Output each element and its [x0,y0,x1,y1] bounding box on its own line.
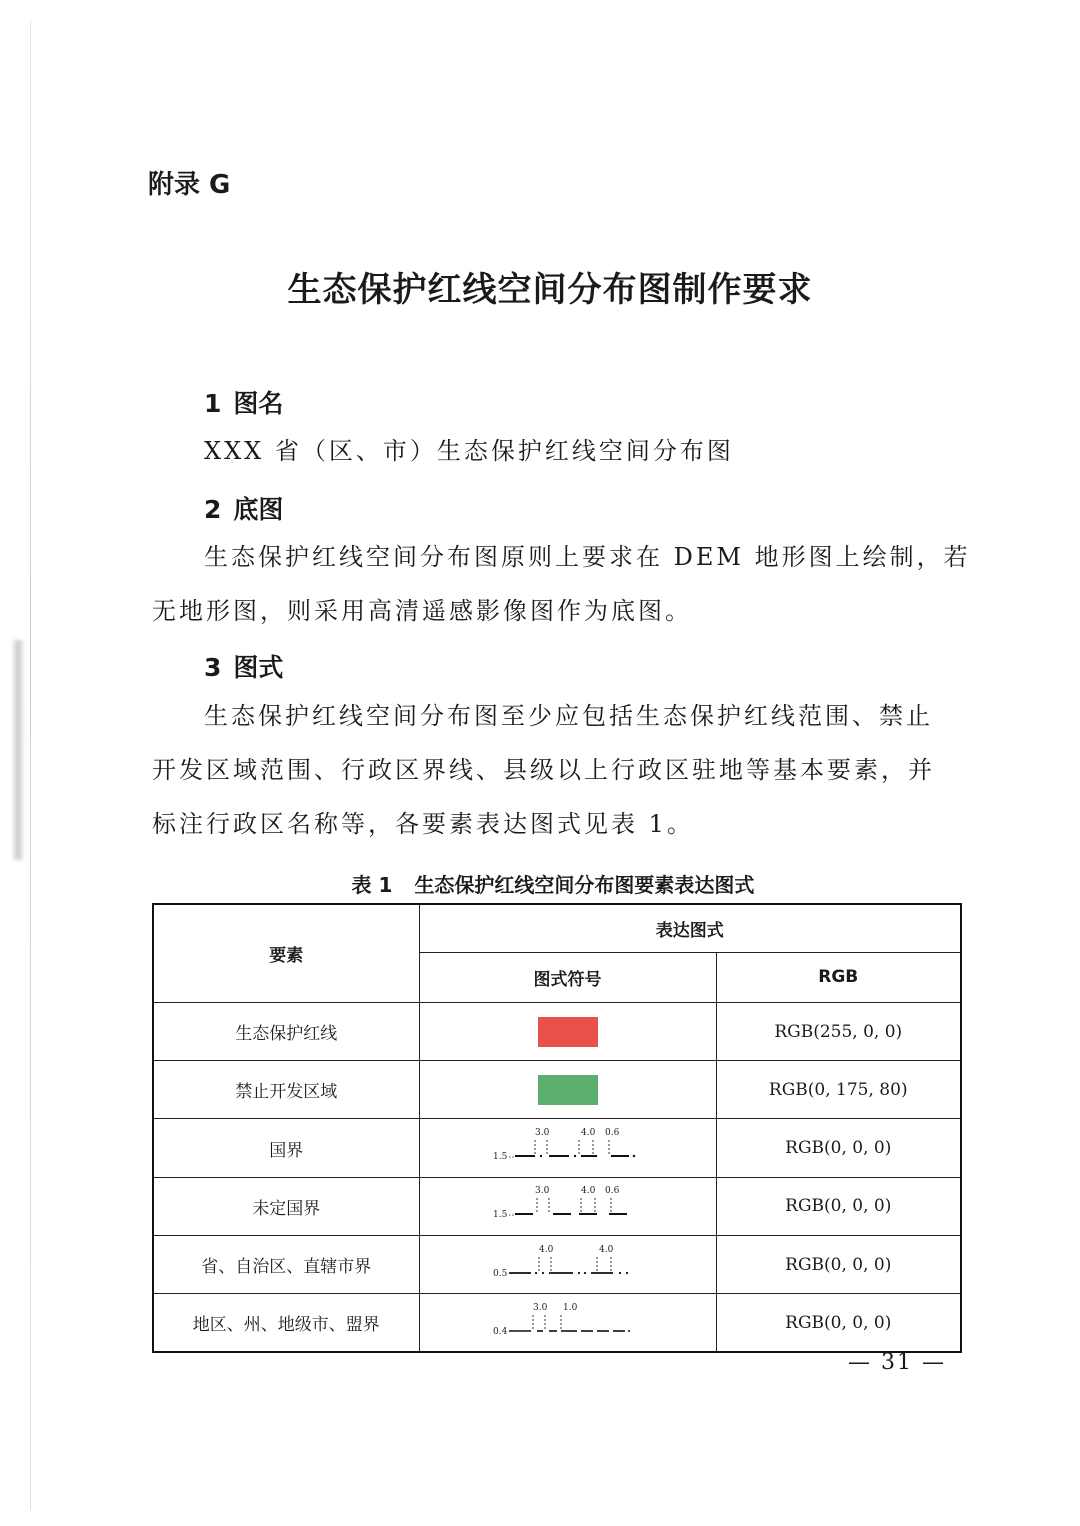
svg-text:4.0: 4.0 [538,1244,553,1255]
svg-text:3.0: 3.0 [534,1128,549,1139]
table-caption [0,869,1080,898]
element-name: 未定国界 [153,1177,419,1235]
header-symbol: 图式符号 [419,952,716,1002]
header-expression: 表达图式 [419,904,961,952]
table-row [153,1002,961,1060]
symbol-cell [419,1061,716,1119]
section-3-paragraph [152,689,935,851]
svg-text:0.4: 0.4 [492,1326,507,1337]
svg-text:0.6: 0.6 [604,1186,619,1197]
section-title: 图名 [233,389,284,418]
header-element: 要素 [153,904,419,1002]
svg-text:1.5: 1.5 [492,1152,507,1163]
red-line-swatch [538,1017,598,1047]
paragraph-line: 开发区域范围、行政区界线、县级以上行政区驻地等基本要素，并 [152,756,935,784]
svg-text:1.0: 1.0 [562,1302,577,1313]
svg-text:0.5: 0.5 [492,1268,507,1279]
section-title: 图式 [233,653,284,682]
section-number: 3 [204,653,222,682]
element-name: 生态保护红线 [153,1002,419,1060]
rgb-value: RGB(255, 0, 0) [716,1002,961,1060]
paragraph-line: XXX 省（区、市）生态保护红线空间分布图 [204,437,734,465]
document-title: 生态保护红线空间分布图制作要求 [287,270,813,310]
symbol-cell [419,1002,716,1060]
paragraph-line: 标注行政区名称等，各要素表达图式见表 1。 [152,810,694,838]
svg-text:1.5: 1.5 [492,1210,507,1221]
svg-text:4.0: 4.0 [580,1128,595,1139]
table-row [153,1119,961,1177]
rgb-value: RGB(0, 0, 0) [716,1119,961,1177]
scan-binding-mark [12,640,24,860]
scan-edge-line [30,20,31,1510]
rgb-value: RGB(0, 0, 0) [716,1235,961,1293]
national-boundary-symbol [493,1128,643,1168]
section-heading-2 [204,490,283,526]
element-name: 禁止开发区域 [153,1061,419,1119]
section-2-paragraph [152,530,971,638]
provincial-boundary-symbol [493,1245,643,1285]
section-heading-3 [204,648,283,684]
page-number: — 31 — [848,1350,946,1375]
undetermined-boundary-symbol [493,1186,643,1226]
prefecture-boundary-symbol [493,1303,643,1343]
element-name: 地区、州、地级市、盟界 [153,1294,419,1352]
symbol-cell [419,1177,716,1235]
table-caption-text: 生态保护红线空间分布图要素表达图式 [414,873,755,897]
prohibited-area-swatch [538,1075,598,1105]
rgb-value: RGB(0, 0, 0) [716,1177,961,1235]
header-rgb: RGB [716,952,961,1002]
section-number: 1 [204,389,222,418]
svg-text:4.0: 4.0 [598,1244,613,1255]
rgb-value: RGB(0, 0, 0) [716,1294,961,1352]
table-row [153,1294,961,1352]
paragraph-line: 生态保护红线空间分布图原则上要求在 DEM 地形图上绘制，若 [204,543,971,571]
rgb-value: RGB(0, 175, 80) [716,1061,961,1119]
svg-text:4.0: 4.0 [580,1186,595,1197]
element-name: 省、自治区、直辖市界 [153,1235,419,1293]
table-row [153,1235,961,1293]
symbol-table [152,903,962,1353]
table-caption-number: 表 1 [351,873,393,897]
table-row [153,1177,961,1235]
paragraph-line: 生态保护红线空间分布图至少应包括生态保护红线范围、禁止 [204,702,933,730]
symbol-cell [419,1294,716,1352]
section-title: 底图 [233,495,284,524]
element-name: 国界 [153,1119,419,1177]
symbol-cell [419,1235,716,1293]
section-heading-1 [204,384,283,420]
svg-text:3.0: 3.0 [534,1186,549,1197]
table-row [153,1061,961,1119]
svg-text:0.6: 0.6 [604,1128,619,1139]
svg-text:3.0: 3.0 [532,1302,547,1313]
section-number: 2 [204,495,222,524]
section-1-paragraph [204,424,734,478]
symbol-cell [419,1119,716,1177]
paragraph-line: 无地形图，则采用高清遥感影像图作为底图。 [152,597,692,625]
appendix-label: 附录 G [148,170,231,200]
